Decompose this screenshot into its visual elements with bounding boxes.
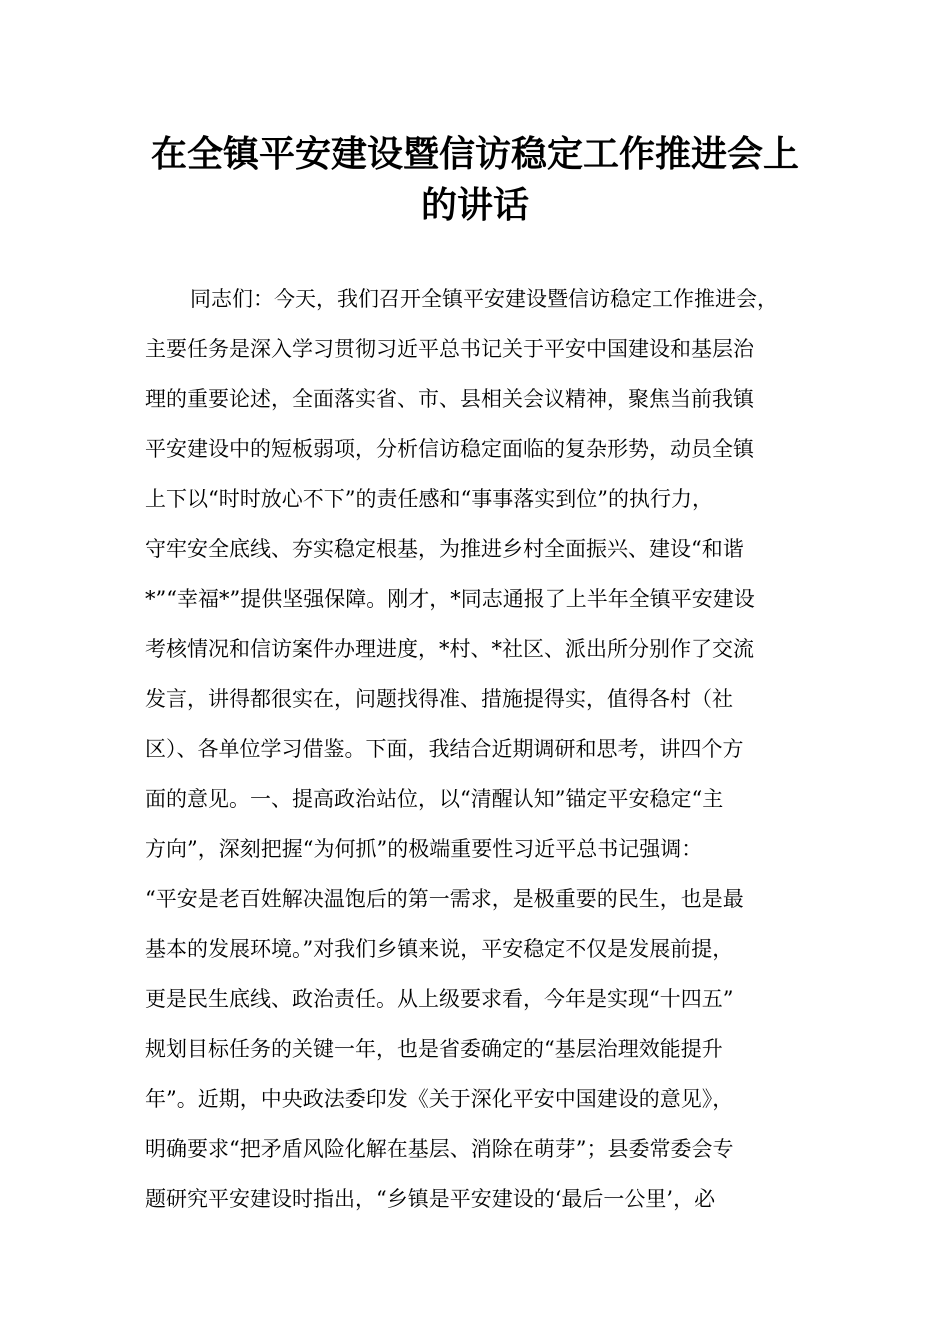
document-title-line-2: 的讲话	[420, 185, 529, 226]
body-line-12: 方向”，深刻把握“为何抓”的极端重要性习近平总书记强调：	[145, 837, 703, 861]
body-line-10: 区）、各单位学习借鉴。下面，我结合近期调研和思考，讲四个方	[145, 737, 744, 761]
body-line-8: 考核情况和信访案件办理进度，*村、*社区、派出所分别作了交流	[145, 637, 754, 661]
body-line-3: 理的重要论述，全面落实省、市、县相关会议精神，聚焦当前我镇	[145, 387, 754, 411]
body-line-16: 规划目标任务的关键一年，也是省委确定的“基层治理效能提升	[145, 1037, 723, 1061]
body-line-14: 基本的发展环境。”对我们乡镇来说，平安稳定不仅是发展前提，	[145, 937, 734, 961]
body-line-15: 更是民生底线、政治责任。从上级要求看，今年是实现“十四五”	[145, 987, 734, 1011]
body-line-4: 平安建设中的短板弱项，分析信访稳定面临的复杂形势，动员全镇	[145, 437, 754, 461]
body-line-13: “平安是老百姓解决温饱后的第一需求，是极重要的民生，也是最	[145, 887, 744, 911]
document-title-line-1: 在全镇平安建设暨信访稳定工作推进会上	[150, 134, 799, 175]
body-line-19: 题研究平安建设时指出，“乡镇是平安建设的‘最后一公里’，必	[145, 1187, 716, 1211]
body-line-17: 年”。近期，中央政法委印发《关于深化平安中国建设的意见》，	[145, 1087, 734, 1111]
body-line-6: 守牢安全底线、夯实稳定根基，为推进乡村全面振兴、建设“和谐	[145, 537, 744, 561]
body-line-5: 上下以“时时放心不下”的责任感和“事事落实到位”的执行力，	[145, 487, 713, 511]
body-line-18: 明确要求“把矛盾风险化解在基层、消除在萌芽”；县委常委会专	[145, 1137, 734, 1161]
body-line-1: 同志们：今天，我们召开全镇平安建设暨信访稳定工作推进会，	[190, 287, 778, 311]
body-line-7: *”“幸福*”提供坚强保障。刚才，*同志通报了上半年全镇平安建设	[145, 587, 755, 611]
body-line-2: 主要任务是深入学习贯彻习近平总书记关于平安中国建设和基层治	[145, 337, 754, 361]
body-line-11: 面的意见。一、提高政治站位，以“清醒认知”锚定平安稳定“主	[145, 787, 724, 811]
body-line-9: 发言，讲得都很实在，问题找得准、措施提得实，值得各村（社	[145, 687, 733, 711]
